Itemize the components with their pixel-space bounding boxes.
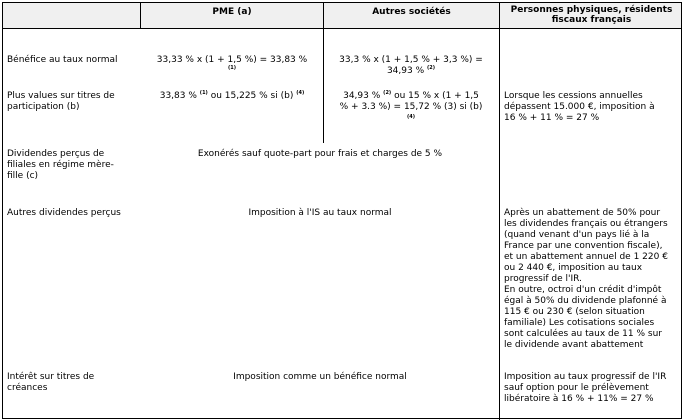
header-autres-societes: Autres sociétés (372, 7, 451, 17)
autres-dividendes-societes: Imposition à l'IS au taux normal (248, 208, 392, 218)
tax-table (2, 2, 682, 419)
divider (499, 3, 500, 420)
autres-dividendes-personnes: Après un abattement de 50% pour les dividendes français ou étrangers (quand venant d'un pays lié à la France par une convention fiscale), et un abattement annuel de 1 220 € ou 2 440 €, imposition au taux progressif de l'IR. En outre, octroi d'un crédit d'impôt égal à 50% du dividende plafonné à 115 € ou 230 € (selon situation familiale) Les cotisations sociales sont calculées au taux de 11 % sur le dividende avant abattement (504, 208, 668, 350)
row-label-benefice: Bénéfice au taux normal (7, 55, 118, 65)
header-pme: PME (a) (212, 7, 252, 17)
plus-values-personnes: Lorsque les cessions annuelles dépassent 15.000 €, imposition à 16 % + 11 % = 27 % (504, 91, 655, 123)
header-personnes-physiques: Personnes physiques, résidents fiscaux français (510, 5, 673, 25)
divider (323, 3, 324, 143)
row-label-autres-dividendes: Autres dividendes perçus (7, 208, 121, 218)
interet-societes: Imposition comme un bénéfice normal (233, 372, 407, 382)
divider (140, 3, 141, 28)
dividendes-filiales-societes: Exonérés sauf quote-part pour frais et charges de 5 % (197, 149, 443, 159)
interet-personnes: Imposition au taux progressif de l'IR sauf option pour le prélèvement libératoire à 16 % + 11% = 27 % (504, 372, 667, 404)
row-label-plus-values: Plus values sur titres de participation (b) (7, 91, 115, 112)
benefice-autres: 33,3 % x (1 + 1,5 % + 3,3 %) = 34,93 % $^{(2)}$ (339, 55, 483, 76)
plus-values-pme: 33,83 % $^{(1)}$ ou 15,225 % si (b) $^{(4)}$ (159, 90, 305, 101)
row-label-interet: Intérêt sur titres de créances (7, 372, 95, 393)
plus-values-autres: 34,93 % $^{(2)}$ ou 15 % x (1 + 1,5 % + 3.3 %) = 15,72 % (3) si (b) (4) (339, 90, 483, 120)
row-label-dividendes-filiales: Dividendes perçus de filiales en régime mère- fille (c) (7, 149, 114, 181)
benefice-pme: 33,33 % x (1 + 1,5 %) = 33,83 % $^{(1)}$ (156, 55, 308, 71)
table-header (3, 3, 681, 29)
